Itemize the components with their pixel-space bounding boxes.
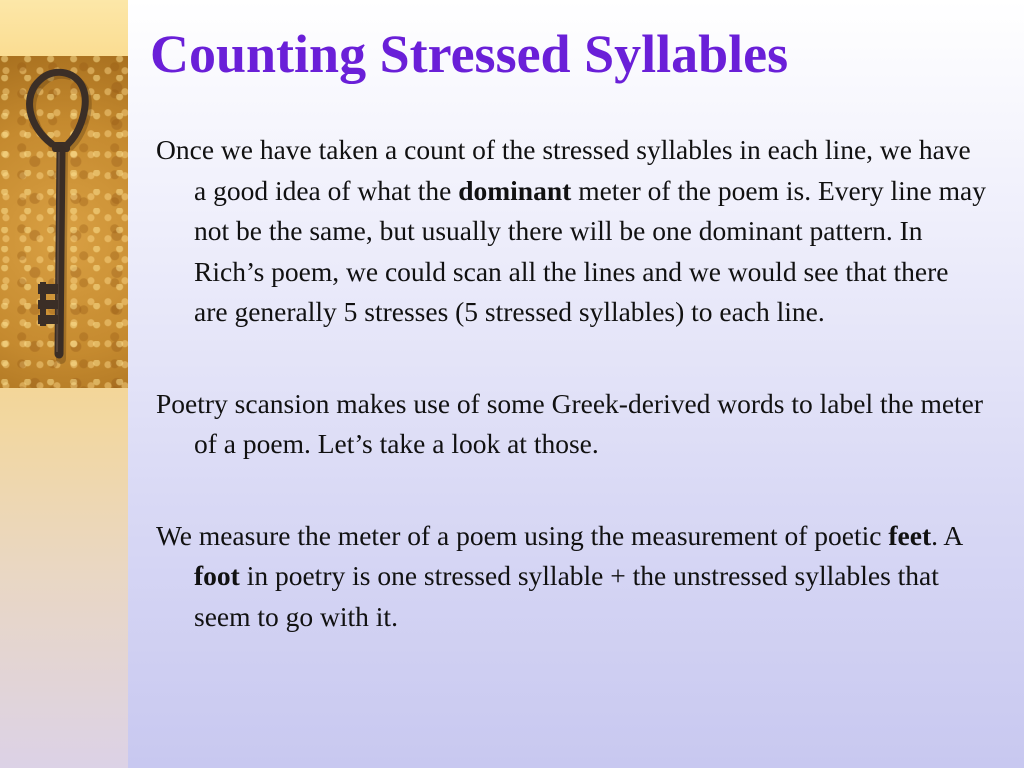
antique-key-icon: [0, 56, 128, 388]
slide-title: Counting Stressed Syllables: [150, 24, 789, 84]
paragraph: [156, 384, 986, 465]
emphasis-feet: feet: [888, 519, 932, 551]
paragraph-text: We measure the meter of a poem using the measurement of poetic: [156, 519, 889, 551]
paragraph-text: Poetry scansion makes use of some Greek-derived words to label the meter of a poem. Let’s take a look at those.: [156, 387, 984, 459]
paragraph-text: meter of the poem is. Every line may not be the same, but usually there will be one dominant pattern. In Rich’s poem, we could scan all the lines and we would see that there are generally 5 stresses (5 stressed syllables) to each line.: [194, 174, 986, 327]
emphasis-dominant: dominant: [458, 174, 572, 206]
slide-body: [156, 130, 986, 688]
emphasis-foot: foot: [194, 560, 240, 591]
paragraph: [156, 130, 986, 333]
paragraph: [156, 516, 986, 638]
paragraph-text: . A: [931, 519, 962, 551]
paragraph-text: in poetry is one stressed syllable + the unstressed syllables that seem to go with it.: [194, 560, 939, 632]
key-photo: [0, 56, 128, 388]
paragraph-text: Once we have taken a count of the stressed syllables in each line, we have a good idea of what the: [156, 134, 971, 206]
